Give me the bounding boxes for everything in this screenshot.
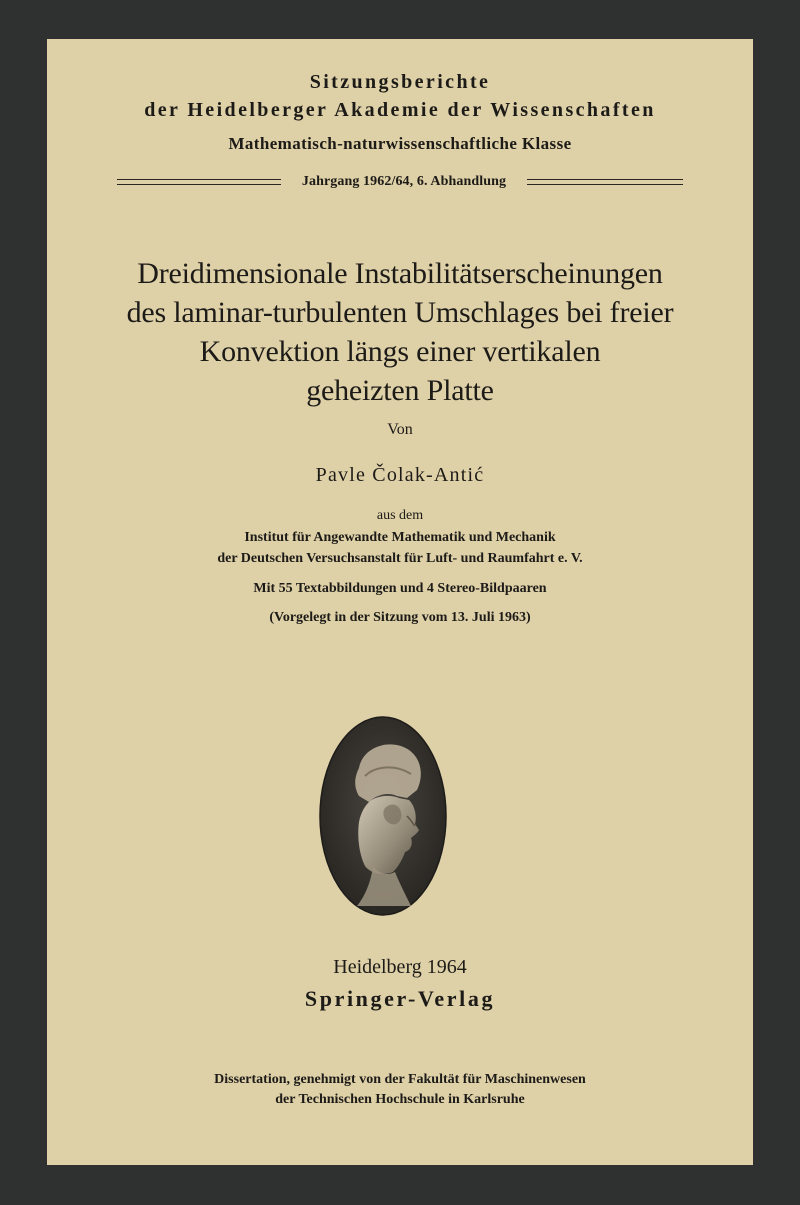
double-rule-right [527, 179, 683, 185]
volume-row [117, 172, 683, 192]
dissertation-note-line1: Dissertation, genehmigt von der Fakultät für Maschinenwesen [214, 1072, 586, 1087]
publisher-name: Springer-Verlag [304, 986, 496, 1011]
series-title-line1: Sitzungsberichte [309, 71, 491, 93]
book-title-line4: geheizten Platte [306, 374, 494, 407]
volume-info: Jahrgang 1962/64, 6. Abhandlung [301, 174, 507, 189]
from-label: aus dem [376, 508, 424, 523]
presented-note: (Vorgelegt in der Sitzung vom 13. Juli 1963) [269, 610, 531, 625]
institute-line2: der Deutschen Versuchsanstalt für Luft- und Raumfahrt e. V. [217, 551, 583, 566]
author-name: Pavle Čolak-Antić [315, 464, 485, 486]
publication-place-year: Heidelberg 1964 [333, 956, 467, 978]
series-class: Mathematisch-naturwissenschaftliche Klasse [228, 134, 572, 153]
institute-line1: Institut für Angewandte Mathematik und Mechanik [244, 530, 556, 545]
book-title [47, 254, 753, 410]
book-title-line3: Konvektion längs einer vertikalen [199, 335, 601, 368]
book-title-line1: Dreidimensionale Instabilitätserscheinungen [137, 257, 663, 290]
book-cover [47, 39, 753, 1165]
dissertation-note-line2: der Technischen Hochschule in Karlsruhe [275, 1092, 525, 1107]
book-title-line2: des laminar-turbulenten Umschlages bei freier [126, 296, 674, 329]
by-label: Von [387, 421, 413, 438]
double-rule-left [117, 179, 281, 185]
series-title-line2: der Heidelberger Akademie der Wissenschaften [144, 99, 656, 121]
athena-head-medallion-icon [319, 716, 447, 916]
figures-note: Mit 55 Textabbildungen und 4 Stereo-Bildpaaren [253, 581, 547, 596]
